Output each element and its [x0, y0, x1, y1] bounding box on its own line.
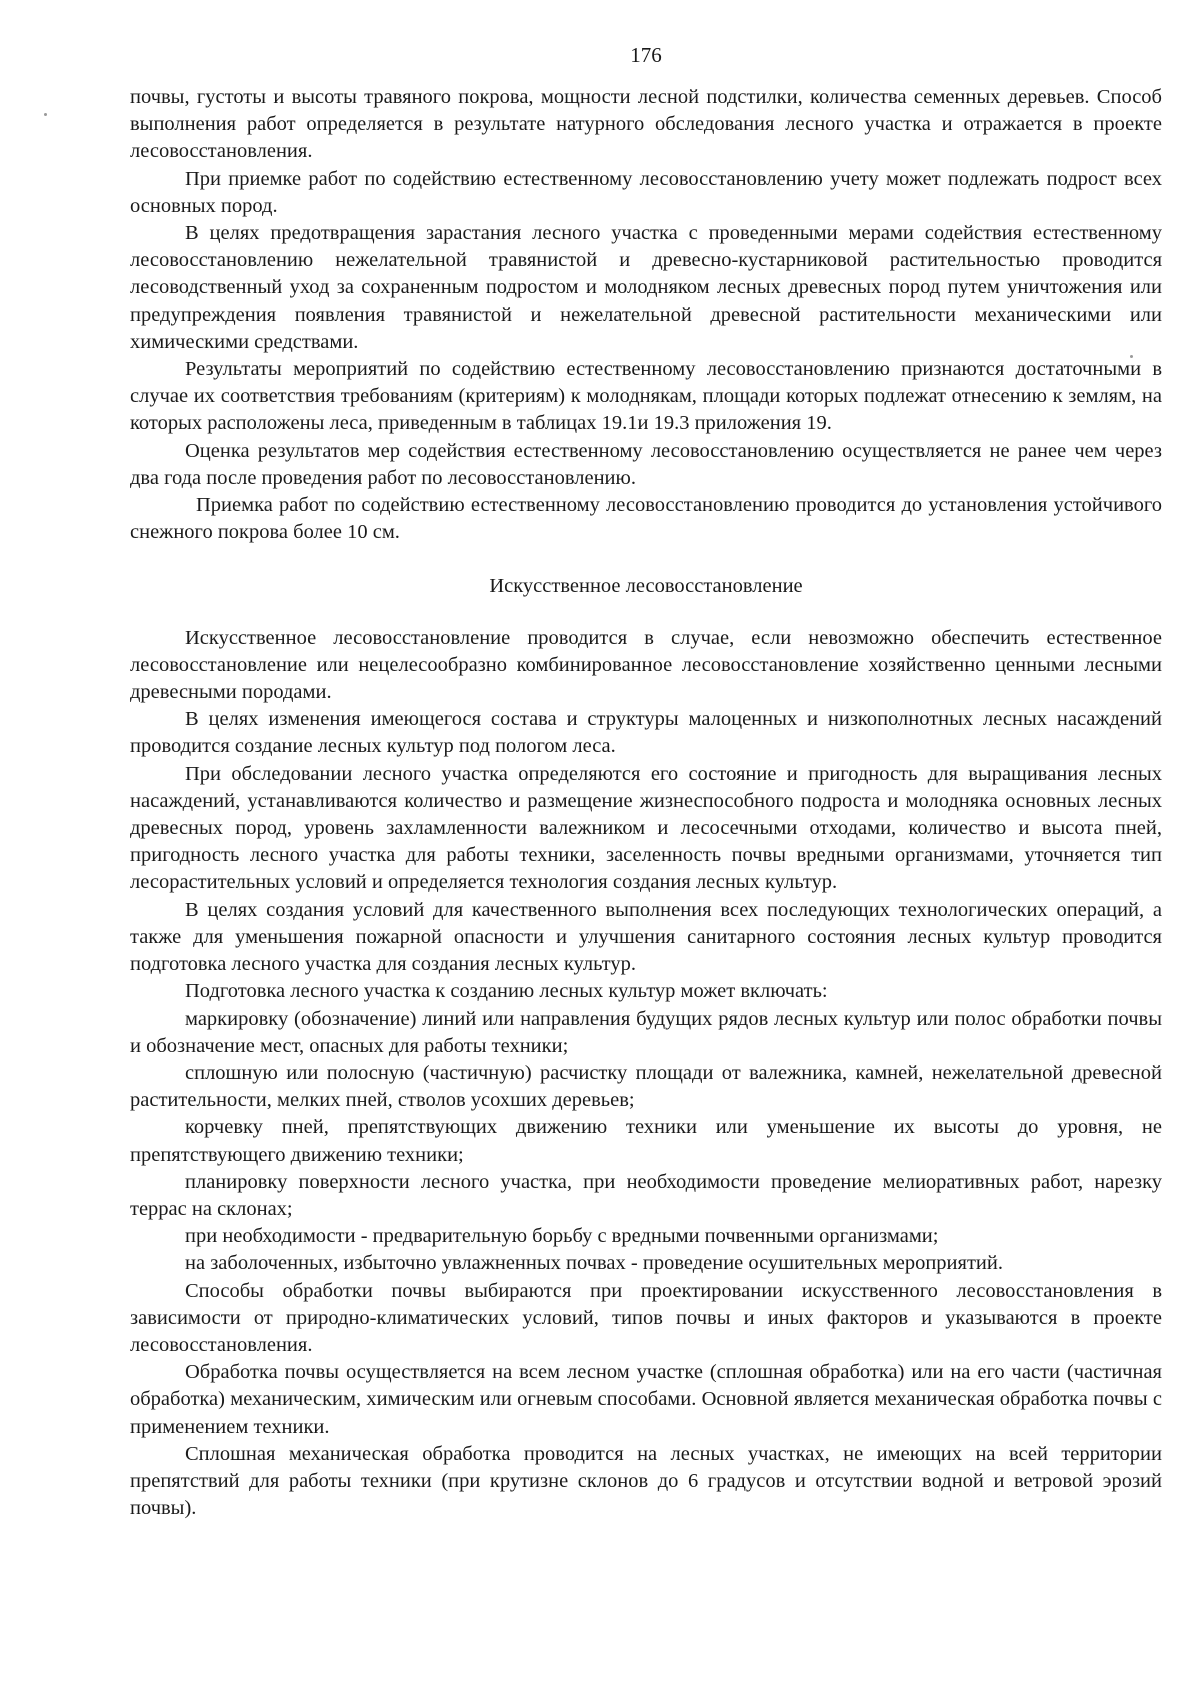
paragraph: В целях создания условий для качественного выполнения всех последующих технологических операций, а также для уменьшения пожарной опасности и улучшения санитарного состояния лесных культур проводится подготовка лесного участка для создания лесных культур.: [130, 898, 1162, 976]
paragraph: В целях изменения имеющегося состава и структуры малоценных и низкополнотных лесных насаждений проводится создание лесных культур под пологом леса.: [130, 708, 1162, 758]
scan-speck: [44, 113, 47, 116]
paragraph: В целях предотвращения зарастания лесного участка с проведенными мерами содействия естественному лесовосстановлению нежелательной травянистой и древесно-кустарниковой растительностью проводится лесоводственный уход за сохраненным подростом и молодняком лесных древесных пород путем уничтожения или предупреждения появления травянистой и нежелательной древесной растительности механическими или химическими средствами.: [130, 222, 1162, 353]
list-item: планировку поверхности лесного участка, при необходимости проведение мелиоративных работ, нарезку террас на склонах;: [130, 1170, 1162, 1220]
paragraph: Сплошная механическая обработка проводится на лесных участках, не имеющих на всей территории препятствий для работы техники (при крутизне склонов до 6 градусов и отсутствии водной и ветровой эрозий почвы).: [130, 1442, 1162, 1520]
paragraph: При приемке работ по содействию естественному лесовосстановлению учету может подлежать подрост всех основных пород.: [130, 167, 1162, 217]
list-item: маркировку (обозначение) линий или направления будущих рядов лесных культур или полос обработки почвы и обозначение мест, опасных для работы техники;: [130, 1007, 1162, 1057]
section-title: Искусственное лесовосстановление: [489, 575, 803, 598]
list-item: корчевку пней, препятствующих движению техники или уменьшение их высоты до уровня, не препятствующего движению техники;: [130, 1116, 1162, 1166]
paragraph: Обработка почвы осуществляется на всем лесном участке (сплошная обработка) или на его части (частичная обработка) механическим, химическим или огневым способами. Основной является механическая обработка почвы с применением техники.: [130, 1361, 1162, 1438]
list-item: сплошную или полосную (частичную) расчистку площади от валежника, камней, нежелательной древесной растительности, мелких пней, стволов усохших деревьев;: [130, 1061, 1162, 1112]
paragraph: Приемка работ по содействию естественному лесовосстановлению проводится до установления устойчивого снежного покрова более 10 см.: [130, 494, 1162, 544]
paragraph: Способы обработки почвы выбираются при проектировании искусственного лесовосстановления в зависимости от природно-климатических условий, типов почвы и иных факторов и указываются в проекте лесовосстановления.: [130, 1279, 1162, 1356]
paragraph: Результаты мероприятий по содействию естественному лесовосстановлению признаются достаточными в случае их соответствия требованиям (критериям) к молоднякам, площади которых подлежат отнесению к землям, на которых расположены леса, приведенным в таблицах 19.1и 19.3 приложения 19.: [130, 358, 1162, 435]
list-item: на заболоченных, избыточно увлажненных почвах - проведение осушительных мероприятий.: [185, 1252, 1003, 1275]
paragraph: Оценка результатов мер содействия естественному лесовосстановлению осуществляется не ранее чем через два года после проведения работ по лесовосстановлению.: [130, 439, 1162, 489]
paragraph: Подготовка лесного участка к созданию лесных культур может включать:: [185, 980, 828, 1003]
paragraph: почвы, густоты и высоты травяного покрова, мощности лесной подстилки, количества семенных деревьев. Способ выполнения работ определяется в результате натурного обследования лесного участка и отражается в проекте лесовосстановления.: [130, 86, 1162, 163]
paragraph: Искусственное лесовосстановление проводится в случае, если невозможно обеспечить естественное лесовосстановление или нецелесообразно комбинированное лесовосстановление хозяйственно ценными лесными древесными породами.: [130, 626, 1162, 704]
page-number: 176: [630, 43, 662, 67]
list-item: при необходимости - предварительную борьбу с вредными почвенными организмами;: [185, 1225, 939, 1248]
paragraph: При обследовании лесного участка определяются его состояние и пригодность для выращивания лесных насаждений, устанавливаются количество и размещение жизнеспособного подроста и молодняка основных лесных древесных пород, уровень захламленности валежником и лесосечными отходами, количество и высота пней, пригодность лесного участка для работы техники, заселенность почвы вредными организмами, уточняется тип лесорастительных условий и определяется технология создания лесных культур.: [130, 762, 1162, 894]
document-page: [130, 40, 1162, 1522]
